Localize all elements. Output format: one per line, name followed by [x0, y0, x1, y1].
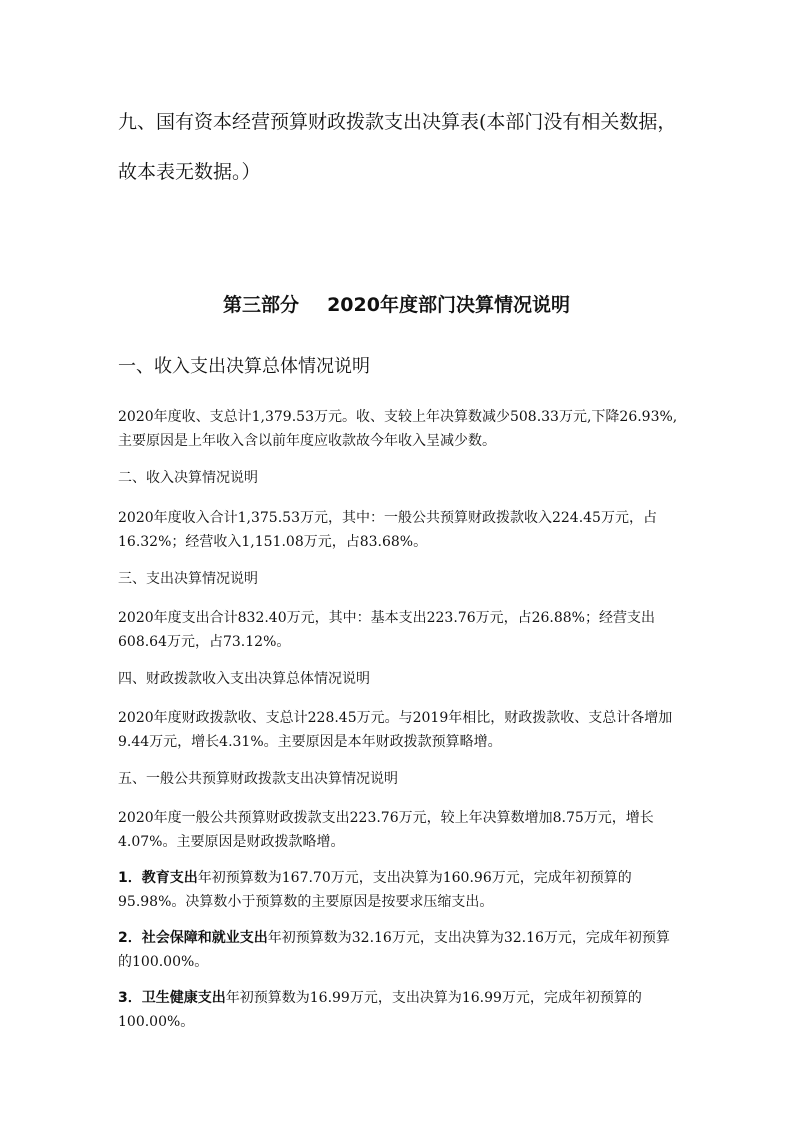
section-5-title: 五、一般公共预算财政拨款支出决算情况说明 — [118, 771, 398, 787]
section-4-text: 2020年度财政拨款收、支总计228.45万元。与2019年相比，财政拨款收、支总计各增加9.44万元，增长4.31%。主要原因是本年财政拨款预算略增。 — [118, 710, 673, 750]
section-1-title: 一、收入支出决算总体情况说明 — [118, 356, 370, 377]
section-heading-9: 九、国有资本经营预算财政拨款支出决算表(本部门没有相关数据，故本表无数据。） — [118, 111, 677, 183]
part-title — [0, 288, 793, 322]
item-social-security — [118, 926, 678, 974]
section-5-text: 2020年度一般公共预算财政拨款支出223.76万元，较上年决算数增加8.75万元，增长4.07%。主要原因是财政拨款略增。 — [118, 810, 654, 850]
part-title-prefix: 第三部分 — [223, 294, 300, 316]
item-social-security-lead: 2．社会保障和就业支出 — [118, 930, 268, 946]
item-health — [118, 986, 678, 1034]
item-health-text: 年初预算数为16.99万元，支出决算为16.99万元，完成年初预算的100.00%。 — [118, 990, 642, 1030]
section-2-text: 2020年度收入合计1,375.53万元，其中：一般公共预算财政拨款收入224.45万元，占16.32%；经营收入1,151.08万元，占83.68%。 — [118, 510, 657, 550]
section-4-title: 四、财政拨款收入支出决算总体情况说明 — [118, 671, 370, 687]
section-2-title: 二、收入决算情况说明 — [118, 470, 258, 486]
item-education — [118, 866, 678, 914]
item-social-security-text: 年初预算数为32.16万元，支出决算为32.16万元，完成年初预算的100.00%。 — [118, 930, 670, 970]
item-education-text: 年初预算数为167.70万元，支出决算为160.96万元，完成年初预算的95.98%。决算数小于预算数的主要原因是按要求压缩支出。 — [118, 870, 632, 910]
section-3-text: 2020年度支出合计832.40万元，其中：基本支出223.76万元，占26.88%；经营支出608.64万元，占73.12%。 — [118, 610, 655, 650]
item-health-lead: 3．卫生健康支出 — [118, 990, 226, 1006]
item-education-lead: 1．教育支出 — [118, 870, 198, 886]
part-title-text: 2020年度部门决算情况说明 — [327, 294, 570, 316]
section-1-text: 2020年度收、支总计1,379.53万元。收、支较上年决算数减少508.33万元,下降26.93%,主要原因是上年收入含以前年度应收款故今年收入呈减少数。 — [118, 409, 678, 449]
section-3-title: 三、支出决算情况说明 — [118, 571, 258, 587]
